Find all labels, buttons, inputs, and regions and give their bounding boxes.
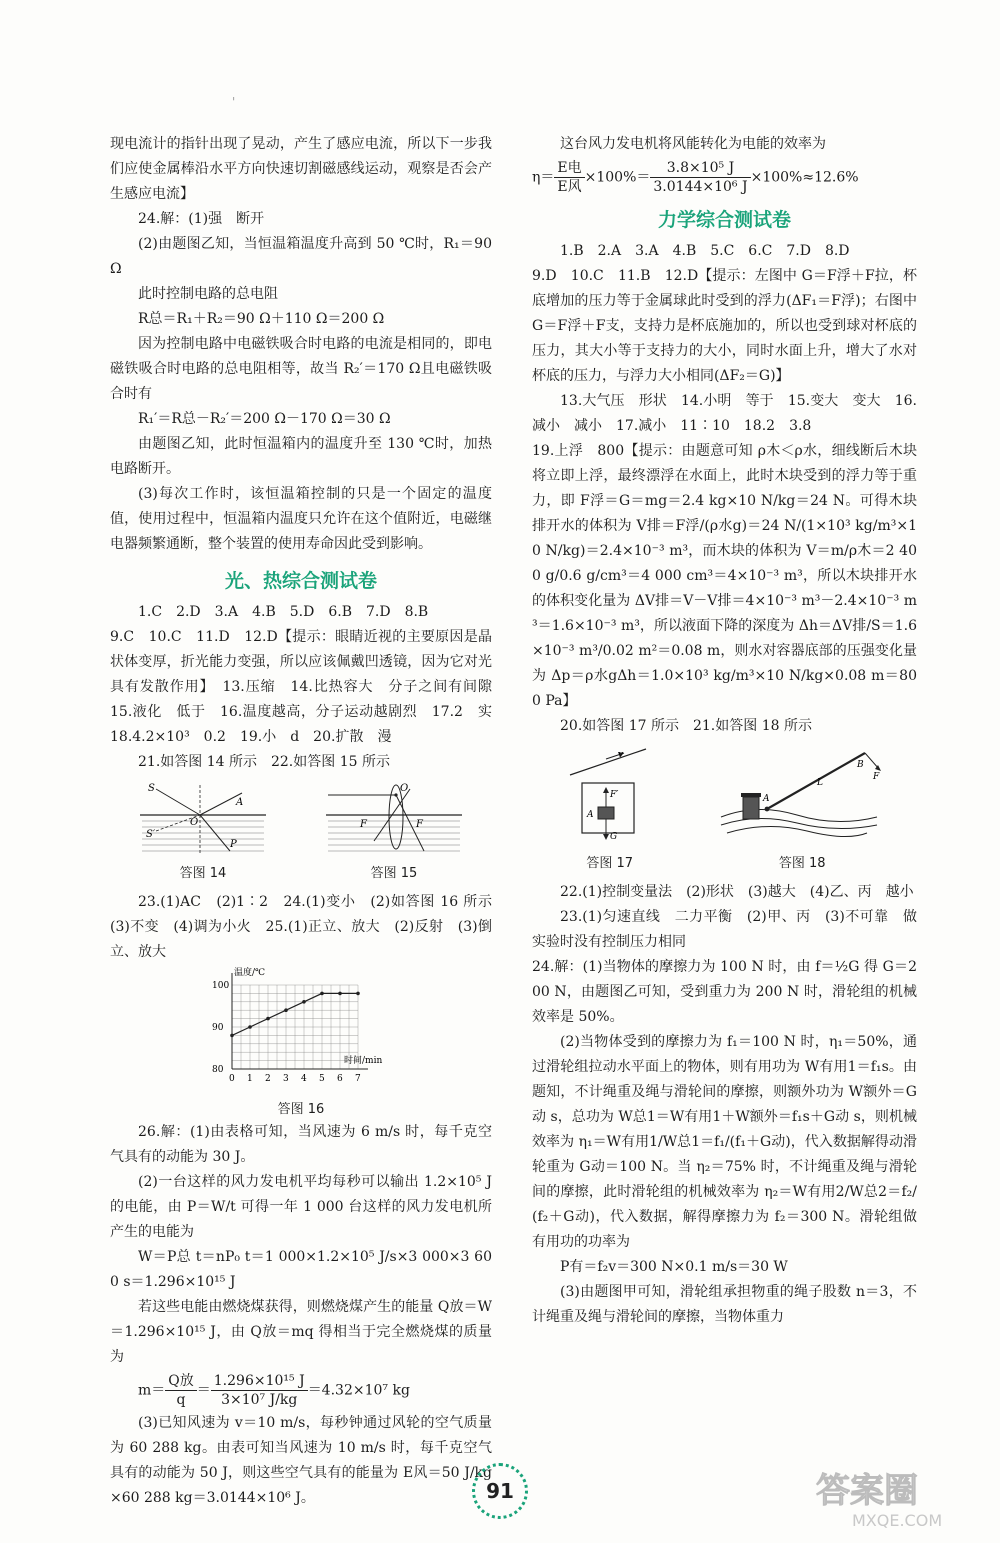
answer-24-2: (2)由题图乙知，当恒温箱温度升高到 50 ℃时，R₁＝90 Ω	[110, 236, 492, 277]
fraction: $\frac{\text{3.8×10⁵ J}}{\text{3.0144×10⁶ J}}$	[650, 159, 750, 196]
answers-1-8: 1.C 2.D 3.A 4.B 5.D 6.B 7.D 8.B	[138, 604, 429, 620]
answer-24-3: 此时控制电路的总电阻	[138, 286, 278, 302]
section-title-mechanics: 力学综合测试卷	[657, 209, 791, 231]
caption-15: 答图 15	[370, 866, 418, 881]
lever-diagram	[717, 745, 887, 845]
force-diagram	[562, 745, 658, 845]
section-title-optics-heat: 光、热综合测试卷	[224, 570, 377, 592]
answer-24-3: P有＝f₂v＝300 N×0.1 m/s＝30 W	[560, 1259, 788, 1275]
x-tick-label: 3	[283, 1074, 289, 1084]
x-tick-label: 1	[247, 1074, 253, 1084]
label-b: B	[857, 760, 864, 770]
data-point	[266, 1017, 270, 1021]
figure-15	[324, 781, 464, 884]
answer-24-1: 24.解：(1)当物体的摩擦力为 100 N 时，由 f＝½G 得 G＝200 N，由题图乙可知，受到重力为 200 N 时，滑轮组的机械效率是 50%。	[532, 959, 917, 1025]
right-column	[532, 132, 917, 1330]
label-f-prime: F′	[609, 790, 619, 800]
answer-19: 19.上浮 800【提示：由题意可知 ρ木＜ρ水，细线断后木块将立即上浮，最终漂浮在水面上，此时木块受到的浮力等于重力，即 F浮＝G＝mg＝2.4 kg×10 N/kg＝24 N。可得木块排开水的体积为 V排＝F浮/(ρ水g)＝24 N/(1×10³ kg/m³×10 N/kg)＝2.4×10⁻³ m³，而木块的体积为 V＝m/ρ木＝2 400 g/0.6 g/cm³＝4 000 cm³＝4×10⁻³ m³，所以木块排开水的体积变化量为 ΔV排＝V－V排＝4×10⁻³ m³－2.4×10⁻³ m³＝1.6×10⁻³ m³，所以液面下降的深度为 Δh＝ΔV排/S＝1.6×10⁻³ m³/0.02 m²＝0.08 m，则水对容器底部的压强变化量为 Δp＝ρ水gΔh＝1.0×10³ kg/m³×10 N/kg×0.08 m＝800 Pa】	[532, 443, 917, 709]
answers-13-18: 13.大气压 形状 14.小明 等于 15.变大 变大 16.减小 减小 17.减小 11∶10 18.2 3.8	[532, 393, 917, 434]
answer-26-5: (3)已知风速为 v＝10 m/s，每秒钟通过风轮的空气质量为 60 288 kg。由表可知当风速为 10 m/s 时，每千克空气具有的动能为 50 J，则这些空气具有的能量为 E风＝50 J/kg×60 288 kg＝3.0144×10⁶ J。	[110, 1415, 492, 1506]
answer-24-6: R₁′＝R总－R₂′＝200 Ω－170 Ω＝30 Ω	[138, 411, 391, 427]
answer-24-8: (3)每次工作时，该恒温箱控制的只是一个固定的温度值，使用过程中，恒温箱内温度只允许在这个值附近，电磁继电器频繁通断，整个装置的使用寿命因此受到影响。	[110, 486, 492, 552]
label-s: S	[148, 783, 155, 794]
answer-24-4: (3)由题图甲可知，滑轮组承担物重的绳子股数 n＝3，不计绳重及绳与滑轮间的摩擦，当物体重力	[532, 1284, 917, 1325]
x-axis-label: 时间/min	[344, 1056, 383, 1066]
x-tick-label: 5	[319, 1074, 325, 1084]
x-tick-label: 7	[355, 1074, 361, 1084]
label-g: G	[609, 832, 617, 842]
label-f-right: F	[416, 819, 423, 830]
label-p: P	[230, 839, 237, 850]
label-f: F	[873, 772, 880, 782]
caption-18: 答图 18	[778, 856, 826, 871]
answers-9-12: 9.D 10.C 11.B 12.D【提示：左图中 G＝F浮＋F拉，杯底增加的压力等于金属球此时受到的浮力(ΔF₁＝F浮)；右图中 G＝F浮＋F支，支持力是杯底施加的，所以也受到球对杯底的压力，其大小等于支持力的大小，同时水面上升，增大了水对杯底的压力，与浮力大小相同(ΔF₂＝G)】	[532, 268, 917, 384]
label-f-left: F	[360, 819, 367, 830]
y-tick-label: 90	[212, 1023, 224, 1033]
data-point	[302, 1000, 306, 1004]
fraction: $\frac{\text{Q放}}{q}$	[165, 1372, 196, 1409]
answers-20-21: 20.如答图 17 所示 21.如答图 18 所示	[560, 718, 812, 734]
fraction: $\frac{\text{E电}}{\text{E风}}$	[554, 159, 584, 196]
watermark-text: 答案圈	[816, 1471, 918, 1511]
paragraph-r1: 这台风力发电机将风能转化为电能的效率为	[560, 136, 826, 152]
caption-14: 答图 14	[179, 866, 227, 881]
formula-mass: m＝ $\frac{\text{Q放}}{q}$ ＝ $\frac{\text{1.296×10¹⁵ J}}{\text{3×10⁷ J/kg}}$ ＝4.32×10⁷ kg	[138, 1373, 410, 1408]
data-point	[356, 992, 360, 996]
watermark-url: MXQE.COM	[852, 1511, 943, 1530]
crop-mark: '	[232, 95, 236, 109]
figure-14	[138, 781, 268, 884]
data-point	[248, 1025, 252, 1029]
label-a: A	[586, 810, 594, 820]
data-point	[284, 1008, 288, 1012]
answer-26-2: (2)一台这样的风力发电机平均每秒可以输出 1.2×10⁵ J 的电能，由 P＝W/t 可得一年 1 000 台这样的风力发电机所产生的电能为	[110, 1174, 492, 1240]
figure-row-14-15	[110, 781, 492, 884]
answer-23: 23.(1)匀速直线 二力平衡 (2)甲、丙 (3)不可靠 做实验时没有控制压力相同	[532, 909, 917, 950]
label-a: A	[763, 794, 770, 804]
data-point	[230, 1034, 234, 1038]
formula-lhs: m＝	[138, 1382, 166, 1399]
label-l: L	[817, 778, 824, 788]
x-tick-label: 6	[337, 1074, 343, 1084]
label-o: O	[190, 817, 199, 828]
formula-result: ＝4.32×10⁷ kg	[307, 1382, 410, 1399]
answer-24-1: 24.解：(1)强 断开	[138, 211, 265, 227]
formula-efficiency: η＝ $\frac{\text{E电}}{\text{E风}}$ ×100%＝ $\frac{\text{3.8×10⁵ J}}{\text{3.0144×10⁶ J}}$ ×100%≈12.6%	[532, 160, 859, 195]
answer-26-1: 26.解：(1)由表格可知，当风速为 6 m/s 时，每千克空气具有的动能为 30 J。	[110, 1124, 492, 1165]
y-axis-label: 温度/℃	[234, 968, 266, 978]
label-a: A	[236, 797, 244, 808]
answers-21-22: 21.如答图 14 所示 22.如答图 15 所示	[138, 754, 390, 770]
figure-row-17-18	[532, 745, 917, 874]
label-s-prime: S′	[146, 829, 156, 840]
answer-24-5: 因为控制电路中电磁铁吸合时电路的电流是相同的，即电磁铁吸合时电路的总电阻相等，故当 R₂′＝170 Ω且电磁铁吸合时有	[110, 336, 492, 402]
lens-diagram	[324, 781, 464, 855]
x-tick-label: 0	[229, 1074, 235, 1084]
answers-9-20: 9.C 10.C 11.D 12.D【提示：眼睛近视的主要原因是晶状体变厚，折光能力变强，所以应该佩戴凹透镜，因为它对光具有发散作用】 13.压缩 14.比热容大 分子之间有间隙 15.液化 低于 16.温度越高，分子运动越剧烈 17.2 实 18.4.2×10³ 0.2 19.小 d 20.扩散 漫	[110, 629, 506, 745]
figure-17	[562, 745, 658, 874]
page-number: 91	[472, 1463, 528, 1519]
data-point	[320, 992, 324, 996]
x-tick-label: 4	[301, 1074, 307, 1084]
answer-26-3: W＝P总 t＝nP₀ t＝1 000×1.2×10⁵ J/s×3 000×3 600 s＝1.296×10¹⁵ J	[110, 1249, 492, 1290]
answers-23-25: 23.(1)AC (2)1∶2 24.(1)变小 (2)如答图 16 所示 (3)不变 (4)调为小火 25.(1)正立、放大 (2)反射 (3)倒立、放大	[110, 894, 506, 960]
answer-24-4: R总＝R₁＋R₂＝90 Ω＋110 Ω＝200 Ω	[138, 311, 385, 327]
watermark-logo	[812, 1462, 988, 1532]
x-tick-label: 2	[265, 1074, 271, 1084]
answer-24-2: (2)当物体受到的摩擦力为 f₁＝100 N 时，η₁＝50%，通过滑轮组拉动水平面上的物体，则有用功为 W有用1＝f₁s。由题知，不计绳重及绳与滑轮间的摩擦，则额外功为 W额外＝G动 s，总功为 W总1＝W有用1＋W额外＝f₁s＋G动 s，则机械效率为 η₁＝W有用1/W总1＝f₁/(f₁＋G动)，代入数据解得动滑轮重为 G动＝100 N。当 η₂＝75% 时，不计绳重及绳与滑轮间的摩擦，此时滑轮组的机械效率为 η₂＝W有用2/W总2＝f₂/(f₂＋G动)，代入数据，解得摩擦力为 f₂＝300 N。滑轮组做有用功的功率为	[532, 1034, 917, 1250]
temperature-time-chart	[206, 965, 396, 1091]
label-v: v	[617, 750, 623, 760]
fraction: $\frac{\text{1.296×10¹⁵ J}}{\text{3×10⁷ J/kg}}$	[211, 1372, 308, 1409]
caption-16: 答图 16	[277, 1102, 325, 1117]
label-o: O	[400, 783, 409, 794]
data-point	[338, 992, 342, 996]
answer-22: 22.(1)控制变量法 (2)形状 (3)越大 (4)乙、丙 越小	[560, 884, 914, 900]
figure-18	[717, 745, 887, 874]
answer-24-7: 由题图乙知，此时恒温箱内的温度升至 130 ℃时，加热电路断开。	[110, 436, 492, 477]
figure-16	[110, 965, 492, 1120]
paragraph-l1: 现电流计的指针出现了晃动，产生了感应电流，所以下一步我们应使金属棒沿水平方向快速切割磁感线运动，观察是否会产生感应电流】	[110, 136, 492, 202]
answers-1-8: 1.B 2.A 3.A 4.B 5.C 6.C 7.D 8.D	[560, 243, 850, 259]
y-tick-label: 100	[212, 981, 230, 991]
y-tick-label: 80	[212, 1065, 224, 1075]
reflection-refraction-diagram	[138, 781, 268, 855]
answer-26-4: 若这些电能由燃烧煤获得，则燃烧煤产生的能量 Q放＝W＝1.296×10¹⁵ J，由 Q放＝mq 得相当于完全燃烧煤的质量为	[110, 1299, 492, 1365]
caption-17: 答图 17	[586, 856, 634, 871]
